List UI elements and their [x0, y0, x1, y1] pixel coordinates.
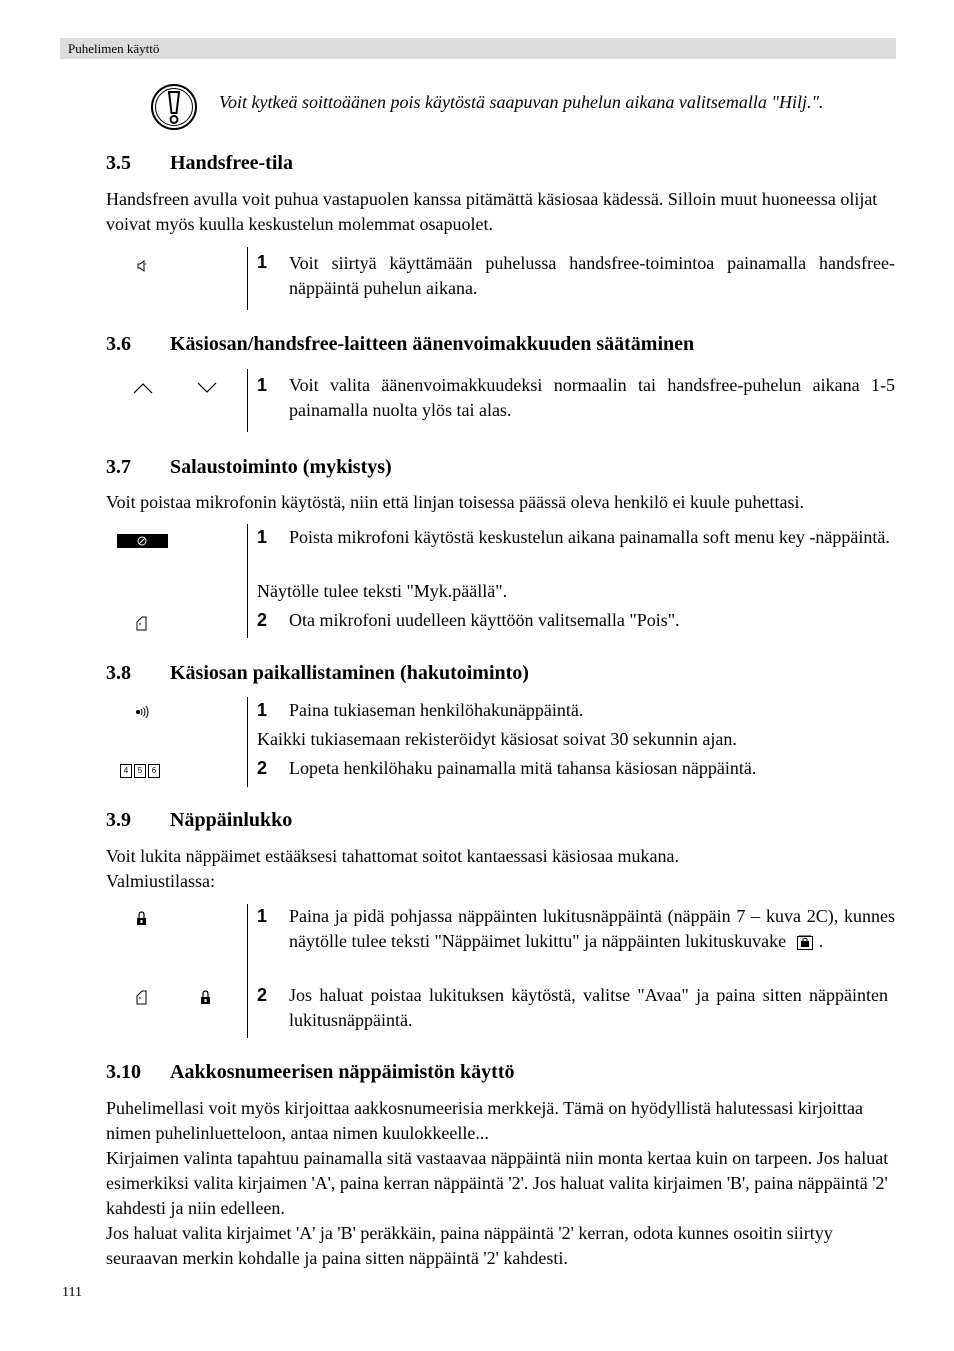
step-number: 1: [257, 252, 268, 272]
step-number: 1: [257, 700, 268, 720]
lock-icon: [200, 990, 211, 1010]
warning-icon: [150, 83, 198, 131]
page-number: 111: [62, 1285, 82, 1300]
section-intro: Voit lukita näppäimet estääksesi tahattomat soitot kantaessasi käsiosaa mukana.: [106, 846, 680, 866]
arrow-up-icon: [133, 381, 153, 399]
header-title: Puhelimen käyttö: [68, 41, 160, 56]
paragraph: Kirjaimen valinta tapahtuu painamalla sitä vastaavaa näppäintä niin monta kertaa kuin on tarpeen. Jos haluat esimerkiksi valita kirjaimen 'A', paina kerran näppäintä '2'. Jos haluat valita kirjaimen 'B', paina näppäintä '2' kahdesti ja niin edelleen.: [106, 1148, 889, 1218]
info-text: Kaikki tukiasemaan rekisteröidyt käsiosat soivat 30 sekunnin ajan.: [257, 729, 737, 749]
step-divider: [247, 247, 248, 310]
number-keys-icon: [120, 764, 162, 778]
speaker-icon: [136, 259, 148, 278]
step-divider: [247, 524, 248, 638]
keylock-screen-icon: [797, 932, 813, 957]
section-intro: Valmiustilassa:: [106, 871, 215, 891]
section-heading-3-5: 3.5 Handsfree-tila: [106, 152, 293, 174]
step-number: 2: [257, 610, 268, 630]
paragraph: Jos haluat valita kirjaimet 'A' ja 'B' peräkkäin, paina näppäintä '2' kerran, odota kunnes osoitin siirtyy seuraavan merkin kohdalle ja paina sitten näppäintä '2' kahdesti.: [106, 1223, 833, 1268]
step-text: Paina ja pidä pohjassa näppäinten lukitusnäppäintä (näppäin 7 – kuva 2C), kunnes näytölle tulee teksti "Näppäimet lukittu" ja näppäinten lukituskuvake .: [289, 904, 895, 957]
handset-icon: [135, 616, 148, 637]
header-bar: [60, 38, 896, 59]
step-number: 1: [257, 375, 268, 395]
paragraph: Puhelimellasi voit myös kirjoittaa aakkosnumeerisia merkkejä. Tämä on hyödyllistä halutessasi kirjoittaa nimen puhelinluetteloon, antaa nimen kuulokkeelle...: [106, 1098, 864, 1143]
section-heading-3-8: 3.8 Käsiosan paikallistaminen (hakutoiminto): [106, 662, 529, 684]
step-divider: [247, 369, 248, 432]
step-text: Voit valita äänenvoimakkuudeksi normaalin tai handsfree-puhelun aikana 1-5 painamalla nuolta ylös tai alas.: [289, 375, 895, 420]
step-text: Voit siirtyä käyttämään puhelussa handsfree-toimintoa painamalla handsfree-näppäintä puhelun aikana.: [289, 253, 895, 298]
soft-key-icon: [117, 534, 168, 553]
step-number: 1: [257, 906, 268, 926]
section-intro: Handsfreen avulla voit puhua vastapuolen kanssa pitämättä käsiosaa kädessä. Silloin muut huoneessa olijat voivat myös kuulla keskustelun molemmat osapuolet.: [106, 189, 878, 234]
key-6: 6: [148, 764, 160, 778]
section-heading-3-9: 3.9 Näppäinlukko: [106, 809, 293, 831]
step-text: Ota mikrofoni uudelleen käyttöön valitsemalla "Pois".: [289, 610, 680, 630]
step-text: Poista mikrofoni käytöstä keskustelun aikana painamalla soft menu key -näppäintä.: [289, 527, 890, 547]
section-heading-3-6: 3.6 Käsiosan/handsfree-laitteen äänenvoimakkuuden säätäminen: [106, 333, 695, 355]
step-divider: [247, 904, 248, 1038]
paging-icon: [135, 705, 149, 724]
step-divider: [247, 697, 248, 787]
section-intro: Voit poistaa mikrofonin käytöstä, niin että linjan toisessa päässä oleva henkilö ei kuule puhettasi.: [106, 492, 805, 512]
arrow-down-icon: [197, 381, 217, 399]
handset-icon: [135, 990, 148, 1011]
section-heading-3-7: 3.7 Salaustoiminto (mykistys): [106, 456, 392, 478]
step-text: Jos haluat poistaa lukituksen käytöstä, valitse "Avaa" ja paina sitten näppäinten lukitusnäppäintä.: [289, 985, 888, 1030]
step-text: Paina tukiaseman henkilöhakunäppäintä.: [289, 700, 584, 720]
info-text: Näytölle tulee teksti "Myk.päällä".: [257, 581, 508, 601]
section-heading-3-10: 3.10 Aakkosnumeerisen näppäimistön käyttö: [106, 1061, 515, 1083]
step-number: 2: [257, 985, 268, 1005]
step-text: Lopeta henkilöhaku painamalla mitä tahansa käsiosan näppäintä.: [289, 758, 757, 778]
note-text: Voit kytkeä soittoäänen pois käytöstä saapuvan puhelun aikana valitsemalla "Hilj.".: [219, 92, 824, 112]
lock-icon: [136, 911, 147, 931]
step-number: 2: [257, 758, 268, 778]
step-number: 1: [257, 527, 268, 547]
key-5: 5: [134, 764, 146, 778]
key-4: 4: [120, 764, 132, 778]
